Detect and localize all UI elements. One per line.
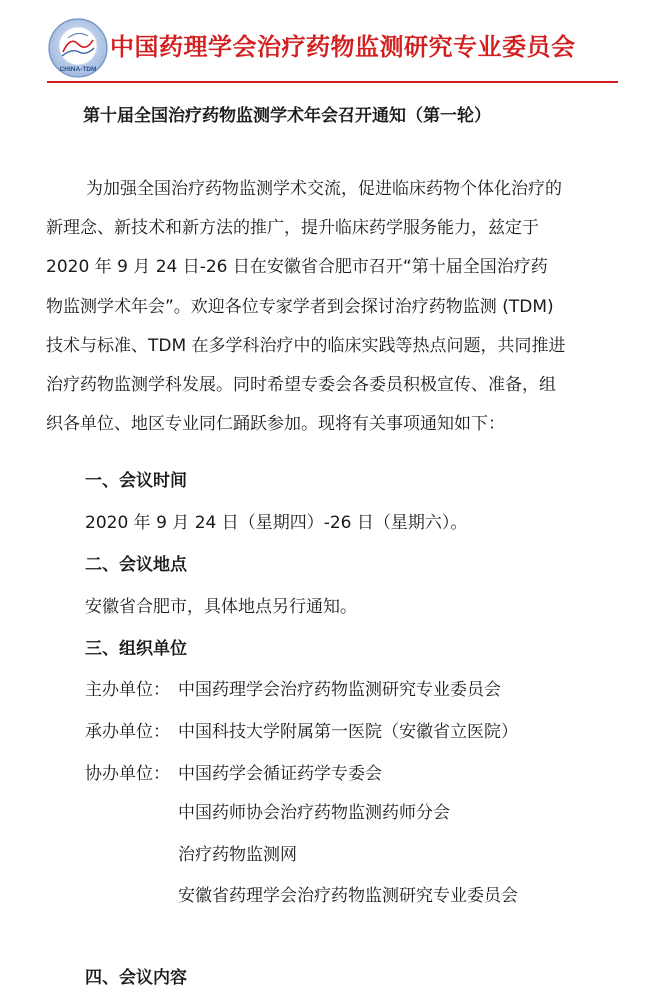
intro-line: 新理念、新技术和新方法的推广，提升临床药学服务能力，兹定于 [46,218,539,239]
document-title: 第十届全国治疗药物监测学术年会召开通知（第一轮） [83,106,491,126]
letterhead-divider [47,81,618,83]
intro-line: 物监测学术年会”。欢迎各位专家学者到会探讨治疗药物监测 (TDM) [46,296,554,317]
meeting-place-text: 安徽省合肥市，具体地点另行通知。 [85,597,357,617]
section-heading-time: 一、会议时间 [85,471,187,491]
intro-line: 2020 年 9 月 24 日-26 日在安徽省合肥市召开“第十届全国治疗药 [46,257,548,278]
intro-line: 织各单位、地区专业同仁踊跃参加。现将有关事项通知如下： [46,414,505,435]
co-organizer-row [85,759,382,784]
section-heading-organizers: 三、组织单位 [85,639,187,659]
co-organizer-value: 中国药学会循证药学专委会 [178,764,382,784]
organization-name: 中国药理学会治疗药物监测研究专业委员会 [110,33,576,61]
tdm-logo-icon [48,18,108,78]
co-organizer-value: 治疗药物监测网 [178,845,297,865]
intro-paragraph [46,170,614,444]
co-organizer-value: 安徽省药理学会治疗药物监测研究专业委员会 [178,886,518,906]
co-organizer-label: 协办单位： [85,764,170,784]
undertaker-row [85,717,518,742]
co-organizer-value: 中国药师协会治疗药物监测药师分会 [178,803,450,823]
host-value: 中国药理学会治疗药物监测研究专业委员会 [178,680,501,700]
undertaker-value: 中国科技大学附属第一医院（安徽省立医院） [178,722,518,742]
section-heading-place: 二、会议地点 [85,555,187,575]
letterhead [0,0,646,90]
svg-text:CHINA-TDM: CHINA-TDM [59,66,97,73]
undertaker-label: 承办单位： [85,722,170,742]
intro-line: 技术与标准、TDM 在多学科治疗中的临床实践等热点问题，共同推进 [46,335,566,356]
intro-line: 为加强全国治疗药物监测学术交流，促进临床药物个体化治疗的 [86,179,562,199]
host-label: 主办单位： [85,680,170,700]
host-row [85,675,501,700]
meeting-time-text: 2020 年 9 月 24 日（星期四）-26 日（星期六）。 [85,513,468,533]
section-heading-content: 四、会议内容 [85,968,187,988]
intro-line: 治疗药物监测学科发展。同时希望专委会各委员积极宣传、准备，组 [46,375,556,396]
